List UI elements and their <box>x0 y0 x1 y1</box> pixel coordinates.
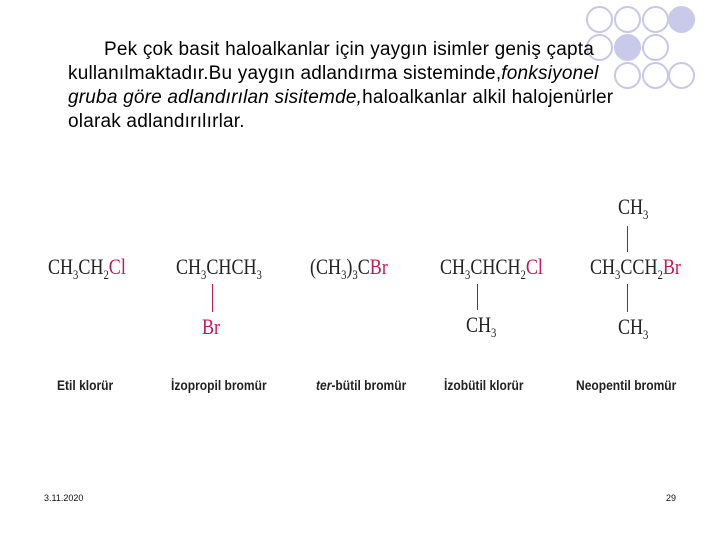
paragraph-text-1: Pek çok basit haloalkanlar için yaygın isimler geniş çapta kullanılmaktadır.Bu yaygın adlandırma sisteminde, <box>68 39 595 84</box>
decorative-ring-4 <box>668 6 695 33</box>
decorative-ring-10 <box>668 62 695 89</box>
halogen-br: Br <box>369 254 388 279</box>
decorative-ring-9 <box>642 62 669 89</box>
footer-page-number: 29 <box>666 493 677 503</box>
halogen-cl: Cl <box>108 254 126 279</box>
halogen-cl: Cl <box>525 254 543 279</box>
compound-name-neopentil-bromur: Neopentil bromür <box>576 377 677 393</box>
branch-ch3-top: $CH_3$ <box>618 194 649 222</box>
compound-name-izobutil-klorur: İzobütil klorür <box>444 377 524 393</box>
bond-line <box>627 226 628 252</box>
footer-date: 3.11.2020 <box>44 493 84 503</box>
halogen-br: Br <box>662 254 681 279</box>
formula-izopropil-bromur: $CH_3CHCH_3$ <box>176 254 262 282</box>
bond-line <box>477 284 478 310</box>
formula-neopentil-bromur: $CH_3CCH_2Br$ <box>590 254 681 282</box>
formula-ter-butil-bromur: $(CH_3)_3CBr$ <box>310 254 388 282</box>
paragraph-text-3: haloalkanlar alkil halojenürler olarak adlandırılırlar. <box>68 87 614 132</box>
paragraph-text-italic: fonksiyonel gruba göre adlandırılan sisitemde, <box>68 63 599 108</box>
decorative-ring-3 <box>642 6 669 33</box>
compound-name-ter-butil-bromur: ter-bütil bromür <box>316 377 407 393</box>
intro-paragraph <box>68 38 628 134</box>
branch-ch3: $CH_3$ <box>466 312 497 340</box>
bond-line <box>212 284 213 312</box>
formula-etil-klorur: $CH_3CH_2Cl$ <box>48 254 126 282</box>
branch-br: Br <box>202 314 221 339</box>
decorative-ring-2 <box>614 6 641 33</box>
bond-line <box>627 284 628 312</box>
formula-izobutil-klorur: $CH_3CHCH_2Cl$ <box>440 254 543 282</box>
branch-ch3-bottom: $CH_3$ <box>618 314 649 342</box>
compound-name-izopropil-bromur: İzopropil bromür <box>171 377 267 393</box>
decorative-ring-7 <box>642 34 669 61</box>
decorative-ring-1 <box>586 6 613 33</box>
compound-name-etil-klorur: Etil klorür <box>57 377 114 393</box>
